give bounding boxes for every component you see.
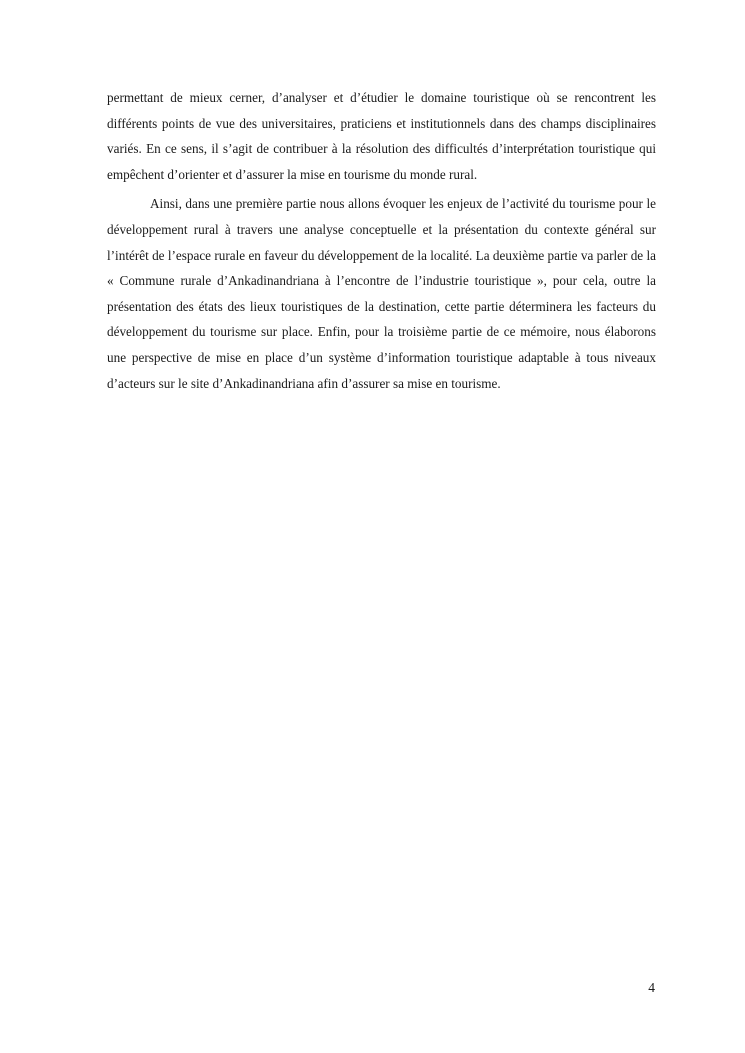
body-text bbox=[107, 85, 656, 396]
page-number: 4 bbox=[648, 980, 655, 995]
paragraph-outline: Ainsi, dans une première partie nous allons évoquer les enjeux de l’activité du tourisme pour le développement rural à travers une analyse conceptuelle et la présentation du contexte général sur l’intérêt de l’espace rurale en faveur du développement de la localité. La deuxième partie va parler de la « Commune rurale d’Ankadinandriana à l’encontre de l’industrie touristique », pour cela, outre la présentation des états des lieux touristiques de la destination, cette partie déterminera les facteurs du développement du tourisme sur place. Enfin, pour la troisième partie de ce mémoire, nous élaborons une perspective de mise en place d’un système d’information touristique adaptable à tous niveaux d’acteurs sur le site d’Ankadinandriana afin d’assurer sa mise en tourisme. bbox=[107, 196, 656, 391]
paragraph-continuation: permettant de mieux cerner, d’analyser et d’étudier le domaine touristique où se rencontrent les différents points de vue des universitaires, praticiens et institutionnels dans des champs disciplinaires variés. En ce sens, il s’agit de contribuer à la résolution des difficultés d’interprétation touristique qui empêchent d’orienter et d’assurer la mise en tourisme du monde rural. bbox=[107, 90, 656, 182]
